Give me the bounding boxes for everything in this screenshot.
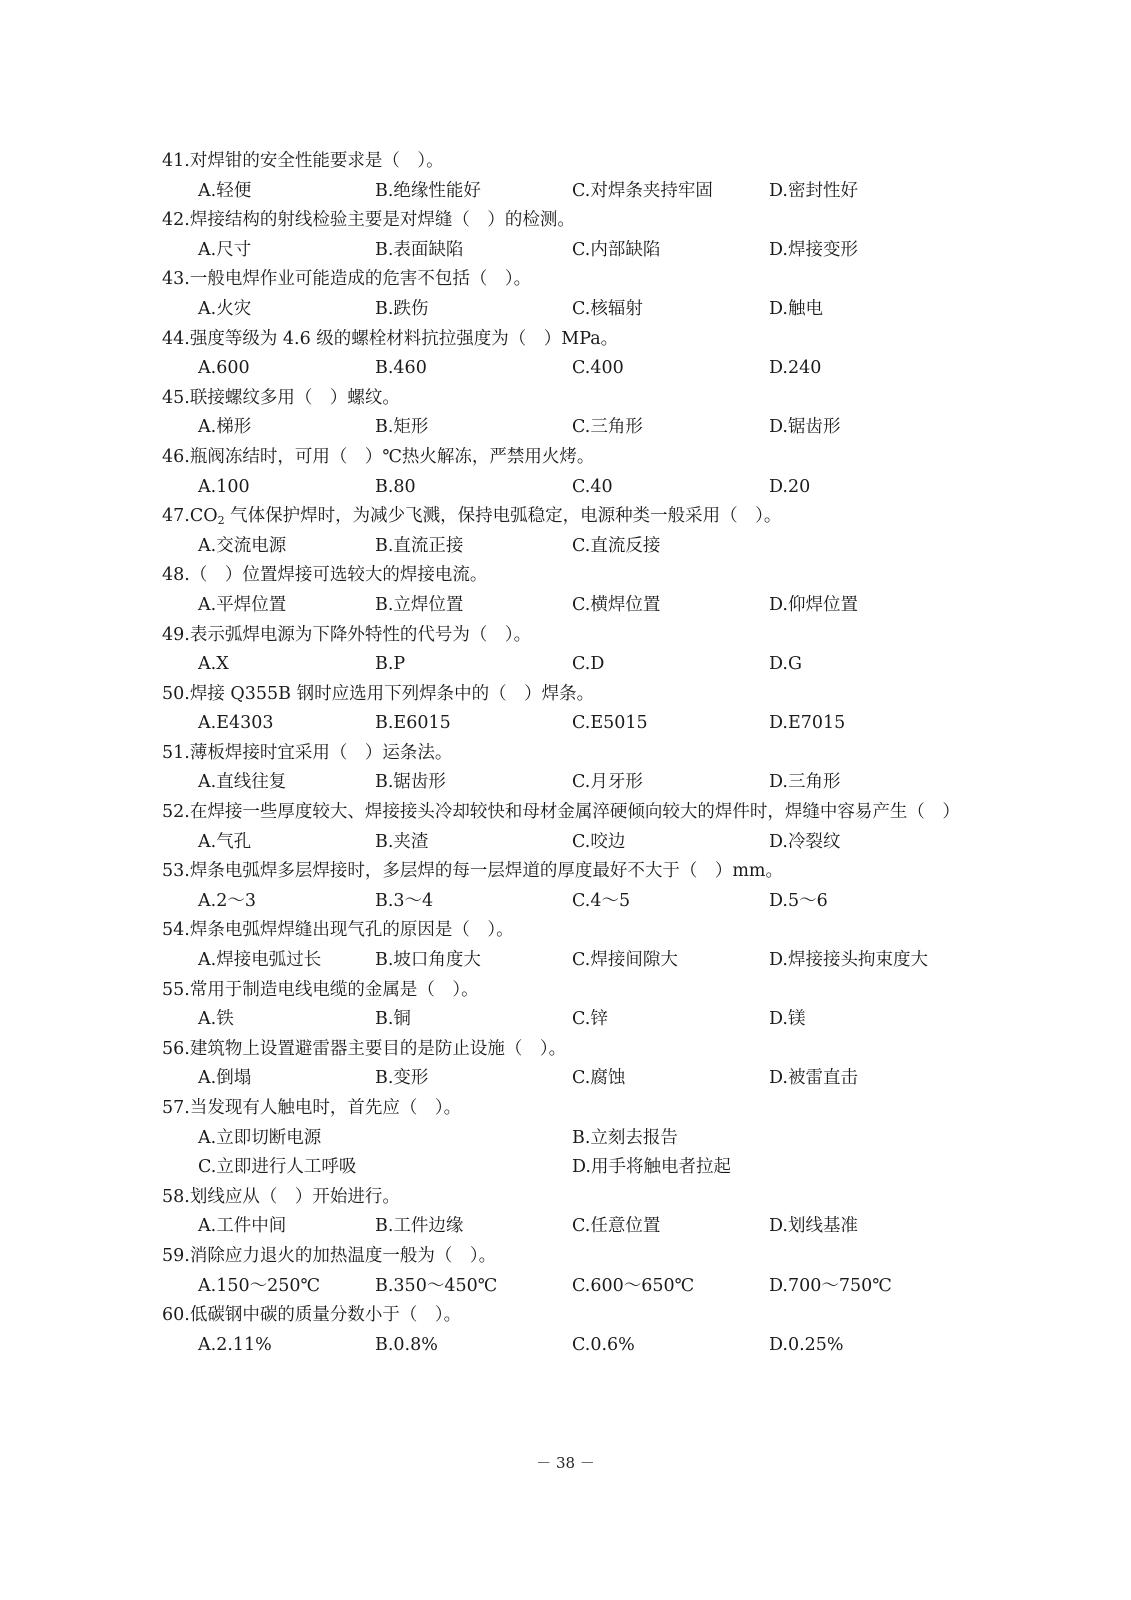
option-b: B.矩形	[375, 417, 429, 438]
option-b: B.80	[375, 476, 416, 497]
question-options	[162, 887, 1002, 917]
option-d: D.E7015	[769, 713, 846, 734]
option-d: D.划线基准	[769, 1216, 858, 1237]
question-stem: 58.划线应从（ ）开始进行。	[162, 1186, 400, 1207]
question-options	[162, 768, 1002, 798]
question-57	[162, 1094, 1002, 1183]
question-stem: 45.联接螺纹多用（ ）螺纹。	[162, 387, 400, 408]
option-b: B.3～4	[375, 890, 434, 911]
option-c: C.E5015	[572, 713, 648, 734]
question-options-row-2	[162, 1153, 1002, 1183]
question-59	[162, 1242, 1002, 1301]
question-options	[162, 473, 1002, 503]
option-c: C.对焊条夹持牢固	[572, 180, 713, 201]
option-b: B.锯齿形	[375, 772, 446, 793]
question-47	[162, 502, 1002, 561]
option-a: A.平焊位置	[198, 594, 287, 615]
question-options	[162, 354, 1002, 384]
option-c: C.三角形	[572, 417, 643, 438]
option-c: C.D	[572, 654, 605, 675]
option-d: D.镁	[769, 1009, 806, 1030]
stem-part: 气体保护焊时，为减少飞溅，保持电弧稳定，电源种类一般采用（ ）。	[224, 506, 782, 527]
option-b: B.坡口角度大	[375, 950, 481, 971]
question-stem: 50.焊接 Q355B 钢时应选用下列焊条中的（ ）焊条。	[162, 683, 595, 704]
option-d: D.5～6	[769, 890, 828, 911]
option-a: A.梯形	[198, 417, 252, 438]
option-a: A.铁	[198, 1009, 234, 1030]
question-options	[162, 591, 1002, 621]
option-a: A.2～3	[198, 890, 256, 911]
option-c: C.内部缺陷	[572, 239, 661, 260]
question-options-row-1	[162, 1124, 1002, 1154]
question-stem: 59.消除应力退火的加热温度一般为（ ）。	[162, 1245, 497, 1266]
question-stem: 51.薄板焊接时宜采用（ ）运条法。	[162, 742, 453, 763]
question-options	[162, 1212, 1002, 1242]
question-52	[162, 798, 1002, 857]
option-d: D.锯齿形	[769, 417, 841, 438]
option-a: A.600	[198, 358, 250, 379]
question-55	[162, 976, 1002, 1035]
option-d: D.三角形	[769, 772, 841, 793]
question-51	[162, 739, 1002, 798]
option-a: A.火灾	[198, 298, 252, 319]
question-options	[162, 650, 1002, 680]
option-c: C.600～650℃	[572, 1275, 695, 1296]
option-b: B.铜	[375, 1009, 411, 1030]
question-list	[162, 147, 1002, 1360]
option-d: D.触电	[769, 298, 823, 319]
option-d: D.冷裂纹	[769, 831, 841, 852]
option-d: D.焊接接头拘束度大	[769, 950, 928, 971]
question-options	[162, 1064, 1002, 1094]
option-a: A.2.11%	[198, 1334, 272, 1355]
question-stem: 56.建筑物上设置避雷器主要目的是防止设施（ ）。	[162, 1038, 567, 1059]
option-a: A.倒塌	[198, 1068, 252, 1089]
question-stem: 42.焊接结构的射线检验主要是对焊缝（ ）的检测。	[162, 210, 575, 231]
question-stem: 57.当发现有人触电时，首先应（ ）。	[162, 1098, 462, 1118]
option-d: D.700～750℃	[769, 1275, 892, 1296]
question-stem: 49.表示弧焊电源为下降外特性的代号为（ ）。	[162, 624, 532, 645]
question-58	[162, 1183, 1002, 1242]
option-a: A.焊接电弧过长	[198, 950, 322, 971]
question-48	[162, 561, 1002, 620]
option-b: B.直流正接	[375, 535, 464, 556]
option-c: C.咬边	[572, 831, 626, 852]
question-stem: 46.瓶阀冻结时，可用（ ）℃热火解冻，严禁用火烤。	[162, 446, 595, 467]
option-a: A.工件中间	[198, 1216, 287, 1237]
option-c: C.横焊位置	[572, 594, 661, 615]
question-options	[162, 1005, 1002, 1035]
question-54	[162, 916, 1002, 975]
option-c: C.腐蚀	[572, 1068, 626, 1089]
question-50	[162, 680, 1002, 739]
option-b: B.0.8%	[375, 1334, 438, 1355]
option-d: D.240	[769, 358, 822, 379]
question-stem: 54.焊条电弧焊焊缝出现气孔的原因是（ ）。	[162, 920, 514, 941]
option-a: A.轻便	[198, 180, 252, 201]
option-d: D.20	[769, 476, 811, 497]
question-options	[162, 946, 1002, 976]
option-c: C.0.6%	[572, 1334, 635, 1355]
option-c: C.400	[572, 358, 624, 379]
option-c: C.40	[572, 476, 613, 497]
option-b: B.工件边缘	[375, 1216, 464, 1237]
question-stem: 52.在焊接一些厚度较大、焊接接头冷却较快和母材金属淬硬倾向较大的焊件时，焊缝中容易产生（ ）	[162, 802, 960, 823]
option-b: B.P	[375, 654, 406, 675]
subscript: 2	[217, 514, 225, 528]
question-options	[162, 236, 1002, 266]
option-c: C.直流反接	[572, 535, 661, 556]
option-b: B.立焊位置	[375, 594, 464, 615]
option-b: B.变形	[375, 1068, 429, 1089]
option-a: A.直线往复	[198, 772, 287, 793]
question-49	[162, 621, 1002, 680]
option-b: B.460	[375, 358, 427, 379]
option-c: C.立即进行人工呼吸	[198, 1157, 357, 1178]
option-c: C.月牙形	[572, 772, 643, 793]
option-b: B.表面缺陷	[375, 239, 464, 260]
option-d: D.焊接变形	[769, 239, 858, 260]
question-options	[162, 177, 1002, 207]
question-45	[162, 384, 1002, 443]
option-d: D.G	[769, 654, 802, 675]
question-options	[162, 828, 1002, 858]
option-a: A.立即切断电源	[198, 1127, 322, 1148]
question-53	[162, 857, 1002, 916]
option-a: A.150～250℃	[198, 1275, 321, 1296]
question-60	[162, 1301, 1002, 1360]
question-46	[162, 443, 1002, 502]
option-d: D.用手将触电者拉起	[572, 1157, 731, 1178]
question-41	[162, 147, 1002, 206]
option-d: D.0.25%	[769, 1334, 844, 1355]
question-42	[162, 206, 1002, 265]
question-44	[162, 325, 1002, 384]
option-b: B.350～450℃	[375, 1275, 498, 1296]
question-options	[162, 1331, 1002, 1361]
option-d: D.密封性好	[769, 180, 858, 201]
option-a: A.X	[198, 654, 229, 675]
question-stem: 60.低碳钢中碳的质量分数小于（ ）。	[162, 1305, 462, 1326]
option-b: B.夹渣	[375, 831, 429, 852]
question-options	[162, 532, 1002, 562]
option-b: B.跌伤	[375, 298, 429, 319]
question-stem: 48.（ ）位置焊接可选较大的焊接电流。	[162, 565, 488, 586]
option-a: A.尺寸	[198, 239, 252, 260]
option-c: C.锌	[572, 1009, 608, 1030]
option-a: A.气孔	[198, 831, 252, 852]
question-options	[162, 295, 1002, 325]
option-c: C.核辐射	[572, 298, 643, 319]
option-a: A.E4303	[198, 713, 274, 734]
stem-part: 47.CO	[162, 506, 218, 527]
question-stem: 41.对焊钳的安全性能要求是（ ）。	[162, 151, 444, 171]
page-number: － 38 －	[536, 1454, 595, 1472]
question-stem: 44.强度等级为 4.6 级的螺栓材料抗拉强度为（ ）MPa。	[162, 328, 619, 349]
question-stem: 53.焊条电弧焊多层焊接时，多层焊的每一层焊道的厚度最好不大于（ ）mm。	[162, 861, 784, 882]
option-a: A.100	[198, 476, 250, 497]
option-c: C.焊接间隙大	[572, 950, 678, 971]
question-stem: 55.常用于制造电线电缆的金属是（ ）。	[162, 979, 479, 1000]
option-c: C.4～5	[572, 890, 631, 911]
option-c: C.任意位置	[572, 1216, 661, 1237]
option-b: B.绝缘性能好	[375, 180, 481, 201]
question-56	[162, 1035, 1002, 1094]
option-b: B.E6015	[375, 713, 451, 734]
question-options	[162, 1272, 1002, 1302]
option-d: D.仰焊位置	[769, 594, 858, 615]
question-stem	[162, 502, 1002, 532]
option-b: B.立刻去报告	[572, 1127, 678, 1148]
question-43	[162, 265, 1002, 324]
question-options	[162, 413, 1002, 443]
option-d: D.被雷直击	[769, 1068, 858, 1089]
question-stem: 43.一般电焊作业可能造成的危害不包括（ ）。	[162, 269, 532, 290]
option-a: A.交流电源	[198, 535, 287, 556]
question-options	[162, 709, 1002, 739]
